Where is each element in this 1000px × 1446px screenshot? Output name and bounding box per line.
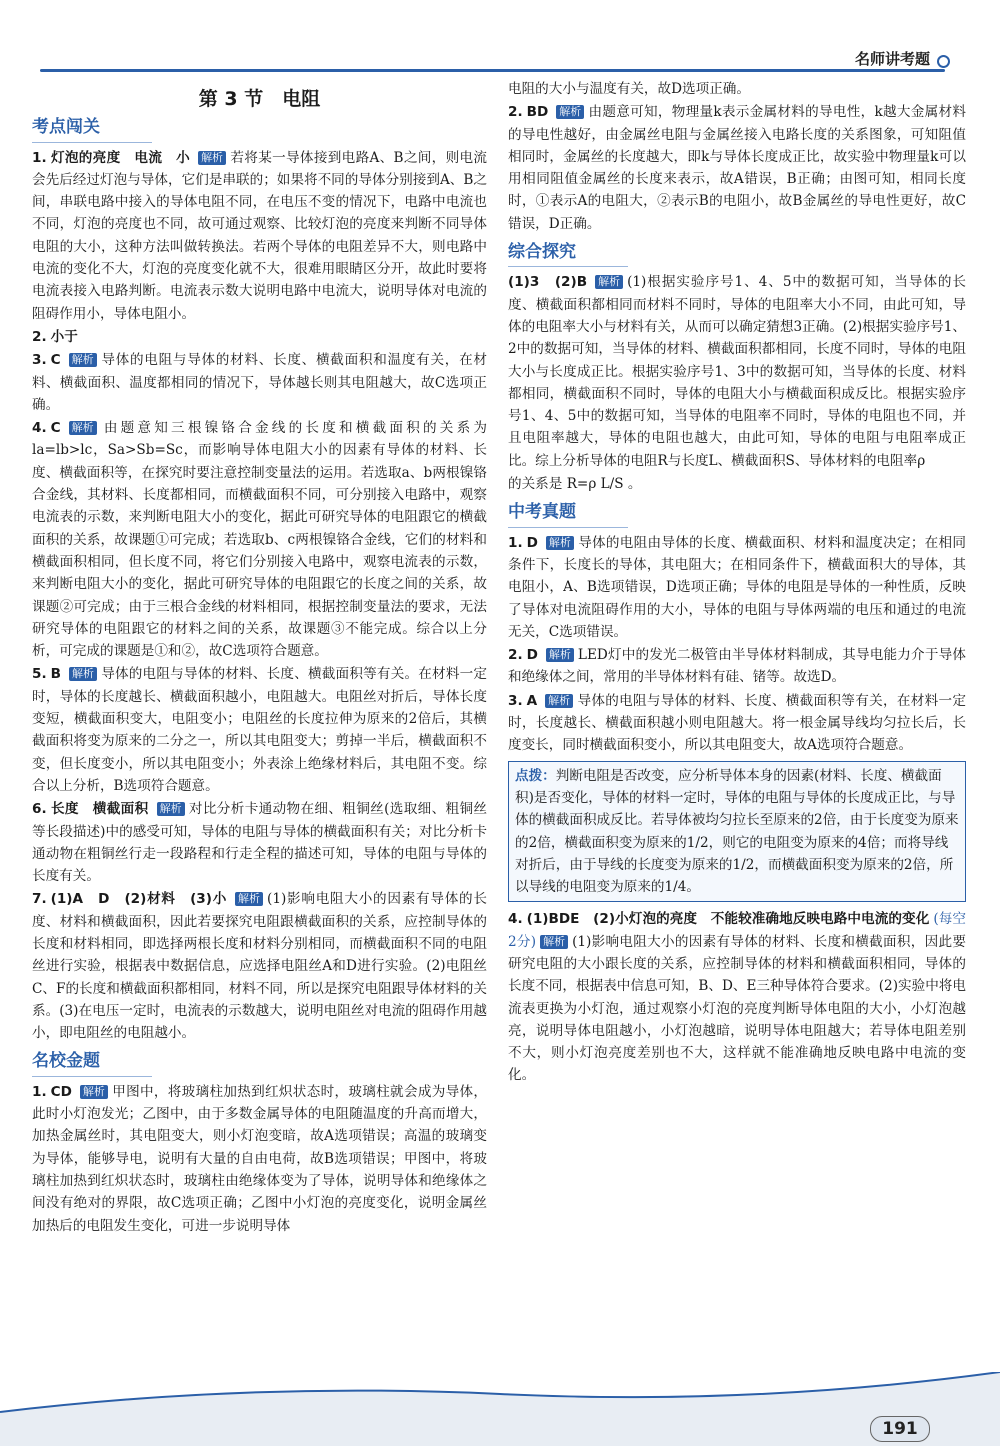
answer-item bbox=[32, 349, 487, 416]
section-heading-zonghe: 综合探究 bbox=[508, 241, 628, 267]
answer-list-kaodian bbox=[32, 147, 487, 1045]
answer-item bbox=[32, 417, 487, 662]
tip-box bbox=[508, 761, 966, 903]
answer-item-4 bbox=[508, 908, 966, 1086]
analysis-tag: 解析 bbox=[545, 694, 573, 708]
analysis-tag: 解析 bbox=[546, 536, 574, 550]
footer-wave-decoration bbox=[0, 1372, 1000, 1446]
analysis-tag: 解析 bbox=[157, 802, 185, 816]
analysis-text: 导体的电阻与导体的材料、长度、横截面积等有关，在材料一定时，长度越长、横截面积越小则电阻越大。将一根金属导线均匀拉长后，长度变长，同时横截面积变小，所以其电阻变大，故A选项符合题意。 bbox=[508, 692, 966, 754]
answer-item-bd bbox=[508, 101, 966, 235]
answer-key: D bbox=[526, 534, 538, 551]
analysis-tag: 解析 bbox=[235, 892, 263, 906]
answer-number: 4. bbox=[32, 420, 47, 437]
answer-key: C bbox=[50, 352, 61, 369]
answer-number: 1. bbox=[32, 149, 47, 166]
answer-item bbox=[508, 532, 966, 643]
answer-number: 2. bbox=[32, 328, 47, 345]
answer-number: 4. bbox=[508, 911, 523, 928]
analysis-tag: 解析 bbox=[546, 648, 574, 662]
answer-item bbox=[508, 101, 966, 235]
answer-item bbox=[32, 326, 487, 348]
series-title: 名师讲考题 bbox=[854, 50, 930, 68]
analysis-text: 导体的电阻与导体的材料、长度、横截面积和温度有关，在材料、横截面积、温度都相同的情况下，导体越长则其电阻越大，故C选项正确。 bbox=[32, 352, 487, 413]
analysis-text: (1)影响电阻大小的因素有导体的长度、材料和横截面积，因此若要探究电阻跟横截面积的关系，应控制导体的长度和材料相同，即选择两根长度和材料分别相同，而横截面积不同的电阻丝进行实验，根据表中数据信息，应选择电阻丝A和D进行实验。(2)电阻丝C、F的长度和横截面积都相同，材料不同，所以是探究电阻跟导体材料的关系。(3)在电压一定时，电流表的示数越大，说明电阻丝对电流的阻碍作用越小，即电阻丝的电阻越小。 bbox=[32, 891, 487, 1042]
answer-key: D bbox=[526, 647, 538, 664]
answer-number: 7. bbox=[32, 891, 47, 908]
analysis-text: 由题意知三根镍铬合金线的长度和横截面积的关系为la=lb>lc，Sa>Sb=Sc，而影响导体电阻大小的因素有导体的材料、长度、横截面积等，在探究时要注意控制变量法的运用。若选取a、b两根镍铬合金线，其材料、长度都相同，而横截面积不同，可分别接入电路中，观察电流表的示数，来判断电阻大小的变化，据此可研究导体的电阻跟它的横截面积的关系，故课题①可完成；若选取b、c两根镍铬合金线，它们的材料和横截面积相同，但长度不同，将它们分别接入电路中，观察电流表的示数，来判断电阻大小的变化，据此可研究导体的电阻跟它的长度之间的关系，故课题②可完成；由于三根合金线的材料相同，根据控制变量法的要求，无法研究导体的电阻跟它的材料之间的关系，故课题③不能完成。综合以上分析，可完成的课题是①和②，故C选项符合题意。 bbox=[32, 420, 487, 660]
answer-number: 5. bbox=[32, 666, 47, 683]
right-column bbox=[508, 78, 966, 1088]
analysis-text: 对比分析卡通动物在细、粗铜丝(选取细、粗铜丝等长段描述)中的感受可知，导体的电阻与导体的横截面积有关；对比分析卡通动物在粗铜丝行走一段路程和行走全程的描述可知，导体的电阻与导体的长度有关。 bbox=[32, 801, 488, 885]
answer-item bbox=[508, 690, 966, 757]
analysis-tag: 解析 bbox=[198, 151, 226, 165]
answer-key: A bbox=[526, 692, 538, 709]
chapter-title: 第 3 节 电阻 bbox=[198, 88, 321, 110]
answer-item bbox=[32, 1081, 487, 1237]
analysis-text: 导体的电阻与导体的材料、长度、横截面积等有关。在材料一定时，导体的长度越长、横截面积越小，电阻越大。电阻丝对折后，导体长度变短，横截面积变大，电阻变小；电阻丝的长度拉伸为原来的2倍后，其横截面积将变为原来的二分之一，所以其电阻变大；剪掉一半后，横截面积不变，但长度变小，所以其电阻变小；外表涂上绝缘材料后，其电阻不变。综合以上分析，B选项符合题意。 bbox=[32, 666, 487, 794]
section-heading-kaodian: 考点闯关 bbox=[32, 116, 152, 142]
answer-number: 2. bbox=[508, 647, 523, 664]
tip-title: 点拨： bbox=[515, 767, 556, 784]
answer-item bbox=[32, 147, 487, 325]
answer-list-mingxiao bbox=[32, 1081, 487, 1237]
series-dot-icon bbox=[937, 55, 950, 68]
continued-text: 电阻的大小与温度有关，故D选项正确。 bbox=[508, 81, 750, 97]
answer-item bbox=[508, 644, 966, 689]
analysis-text: (1)根据实验序号1、4、5中的数据可知，当导体的长度、横截面积都相同而材料不同时，导体的电阻率大小不同，由此可知，导体的电阻率大小与材料有关，从而可以确定猜想3正确。(2)根据实验序号1、2中的数据可知，当导体的材料、横截面积都相同，长度不同时，导体的电阻大小与长度成正比。根据实验序号1、3中的数据可知，当导体的长度、材料都相同，横截面积不同时，导体的电阻大小与横截面积成反比。根据实验序号1、4、5中的数据可知，当导体的电阻率不同时，导体的电阻也不同，并且电阻率越大，导体的电阻也越大，由此可知，导体的电阻与电阻率成正比。综上分析导体的电阻R与长度L、横截面积S、导体材料的电阻率ρ bbox=[508, 274, 967, 469]
analysis-tag: 解析 bbox=[69, 353, 97, 367]
answer-number: 2. bbox=[508, 104, 523, 121]
tip-text: 判断电阻是否改变，应分析导体本身的因素(材料、长度、横截面积)是否变化，导体的材料一定时，导体的电阻与导体的长度成正比，与导体的横截面积成反比。若导体被均匀拉长至原来的2倍，由于长度变为原来的2倍，横截面积变为原来的1/2，则它的电阻变为原来的4倍；而将导线对折后，由于导线的长度变为原来的1/2，而横截面积变为原来的2倍，所以导线的电阻变为原来的1/4。 bbox=[515, 767, 959, 896]
answer-item bbox=[508, 271, 966, 472]
answer-key: 灯泡的亮度 电流 小 bbox=[50, 149, 191, 166]
answer-key: (1)3 (2)B bbox=[508, 274, 588, 291]
answer-number: 3. bbox=[508, 692, 523, 709]
answer-number: 1. bbox=[508, 534, 523, 551]
score-note: (每空2分) bbox=[508, 911, 966, 950]
answer-number: 1. bbox=[32, 1083, 47, 1100]
answer-key: (1)A D (2)材料 (3)小 bbox=[50, 891, 228, 908]
analysis-text: 甲图中，将玻璃柱加热到红炽状态时，玻璃柱就会成为导体，此时小灯泡发光；乙图中，由于多数金属导体的电阻随温度的升高而增大，加热金属丝时，其电阻变大，则小灯泡变暗，故A选项错误；高温的玻璃变为导体，能够导电，说明有大量的自由电荷，故B选项错误；甲图中，将玻璃柱加热到红炽状态时，玻璃柱由绝缘体变为了导体，说明导体和绝缘体之间没有绝对的界限，故C选项正确；乙图中小灯泡的亮度变化，说明金属丝加热后的电阻发生变化，可进一步说明导体 bbox=[32, 1083, 487, 1234]
section-heading-zhongkao: 中考真题 bbox=[508, 501, 628, 527]
analysis-tag: 解析 bbox=[69, 421, 97, 435]
answer-item-zonghe bbox=[508, 271, 966, 472]
answer-list-zhongkao bbox=[508, 532, 966, 757]
formula-line: 的关系是 R=ρ L/S 。 bbox=[508, 476, 642, 493]
analysis-text: (1)影响电阻大小的因素有导体的材料、长度和横截面积，因此要研究电阻的大小跟长度的关系，应控制导体的材料和横截面积相同，导体的长度不同，根据表中信息可知，B、D、E三种导体符合要求。(2)实验中将电流表更换为小灯泡，通过观察小灯泡的亮度判断导体电阻的大小，小灯泡越亮，说明导体电阻越小，小灯泡越暗，说明导体电阻越大；若导体电阻差别不大，则小灯泡亮度差别也不大，这样就不能准确地反映电路中电流的变化。 bbox=[508, 933, 966, 1084]
answer-key: 小于 bbox=[50, 328, 78, 345]
answer-number: 3. bbox=[32, 352, 47, 369]
analysis-tag: 解析 bbox=[595, 275, 623, 289]
answer-key: (1)BDE (2)小灯泡的亮度 不能较准确地反映电路中电流的变化 bbox=[526, 911, 930, 928]
answer-key: B bbox=[50, 666, 61, 683]
analysis-tag: 解析 bbox=[540, 935, 568, 949]
analysis-text: 导体的电阻由导体的长度、横截面积、材料和温度决定；在相同条件下，长度长的导体，其电阻大；在相同条件下，横截面积大的导体，其电阻小，A、B选项错误，D选项正确；导体的电阻是导体的一种性质，反映了导体对电流阻碍作用的大小，导体的电阻与导体两端的电压和通过的电流无关，C选项错误。 bbox=[508, 534, 966, 640]
answer-item bbox=[32, 663, 487, 797]
answer-number: 6. bbox=[32, 801, 47, 818]
analysis-tag: 解析 bbox=[69, 667, 97, 681]
header-rule bbox=[40, 69, 945, 72]
answer-key: BD bbox=[526, 104, 549, 121]
answer-item bbox=[508, 908, 966, 1086]
section-heading-mingxiao: 名校金题 bbox=[32, 1050, 152, 1076]
page-number: 191 bbox=[870, 1416, 930, 1442]
analysis-text: LED灯中的发光二极管由半导体材料制成，其导电能力介于导体和绝缘体之间，常用的半导体材料有硅、锗等。故选D。 bbox=[508, 647, 966, 686]
analysis-text: 由题意可知，物理量k表示金属材料的导电性，k越大金属材料的导电性越好，由金属丝电阻与金属丝接入电路长度的关系图象，可知阻值相同时，金属丝的长度越大，即k与导体长度成正比，故实验中物理量k可以用相同阻值金属丝的长度来表示，故A错误，B正确；由图可知，相同长度时，①表示A的电阻大，②表示B的电阻小，故B金属丝的导电性更好，故C错误，D正确。 bbox=[508, 104, 966, 232]
analysis-tag: 解析 bbox=[556, 105, 584, 119]
answer-key: 长度 横截面积 bbox=[50, 801, 149, 818]
analysis-text: 若将某一导体接到电路A、B之间，则电流会先后经过灯泡与导体，它们是串联的；如果将不同的导体分别接到A、B之间，串联电路中接入的导体电阻不同，在电压不变的情况下，电路中电流也不同，灯泡的亮度也不同，故可通过观察、比较灯泡的亮度来判断不同导体电阻的大小，这种方法叫做转换法。若两个导体的电阻差异不大，则电路中电流的变化不大，灯泡的亮度变化就不大，很难用眼睛区分开，故此时要将电流表接入电路判断。电流表示数大说明电路中电流大，说明导体对电流的阻碍作用小，导体电阻小。 bbox=[32, 149, 487, 322]
left-column bbox=[32, 84, 487, 1238]
analysis-tag: 解析 bbox=[80, 1085, 108, 1099]
answer-key: C bbox=[50, 420, 61, 437]
answer-item bbox=[32, 888, 487, 1044]
answer-item bbox=[32, 798, 487, 887]
answer-key: CD bbox=[50, 1083, 72, 1100]
